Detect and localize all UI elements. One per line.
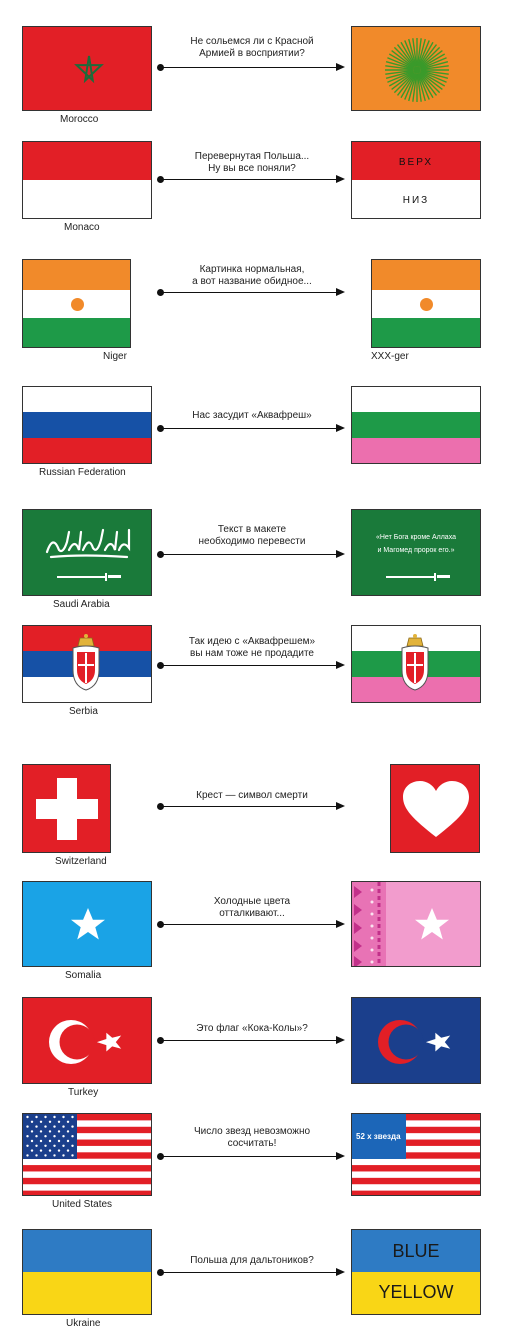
usa-text-flag — [351, 1113, 481, 1196]
white-heart-icon — [403, 781, 469, 839]
serbian-coat-of-arms-icon — [70, 632, 102, 694]
serbian-coat-of-arms-icon — [399, 632, 431, 694]
ornament-border-icon — [352, 882, 386, 967]
ukraine-flag — [22, 1229, 152, 1315]
sword-icon — [384, 572, 452, 582]
serbia-aquafresh-flag — [351, 625, 481, 703]
monaco-labeled-flag — [351, 141, 481, 219]
niger-label: Niger — [103, 351, 127, 362]
russia-label: Russian Federation — [39, 467, 126, 478]
switzerland-label: Switzerland — [55, 856, 107, 867]
usa-flag — [22, 1113, 152, 1196]
morocco-label: Morocco — [60, 114, 99, 125]
saudi-translated-flag: «Нет Бога кроме Аллаха и Магомед пророк его.» — [351, 509, 481, 596]
arrow-4 — [157, 424, 345, 433]
xxx-ger-label: XXX-ger — [371, 351, 409, 362]
morocco-caption: Не сольемся ли с Красной Армией в восприятии? — [190, 36, 314, 59]
saudi-caption: Текст в макете необходимо перевести — [198, 524, 306, 547]
arrow-9 — [157, 1036, 345, 1045]
ukraine-caption: Польша для дальтоников? — [190, 1255, 314, 1266]
crescent-star-icon — [45, 1016, 125, 1068]
star-canton-icon — [23, 1114, 77, 1159]
saudi-flag — [22, 509, 152, 596]
arrow-10 — [157, 1152, 345, 1161]
monaco-label: Monaco — [64, 222, 100, 233]
orange-disc-icon — [420, 298, 433, 311]
orange-sunburst-flag — [351, 26, 481, 111]
arrow-2 — [157, 175, 345, 184]
sword-icon — [55, 572, 123, 582]
green-sunburst-icon — [382, 35, 452, 105]
arrow-7 — [157, 802, 345, 811]
somalia-flag — [22, 881, 152, 967]
green-pentagram-icon — [74, 54, 104, 84]
somalia-label: Somalia — [65, 970, 102, 981]
usa-label: United States — [52, 1199, 113, 1210]
pink-somalia-flag — [351, 881, 481, 967]
russia-caption: Нас засудит «Аквафреш» — [192, 410, 312, 421]
arrow-5 — [157, 550, 345, 559]
white-star-icon — [70, 907, 106, 943]
niger-copy-flag — [371, 259, 481, 348]
usa-caption: Число звезд невозможно сосчитать! — [193, 1126, 311, 1149]
top-text: ВЕРХ — [398, 157, 434, 168]
ukraine-labeled-flag: BLUE YELLOW — [351, 1229, 481, 1315]
saudi-label: Saudi Arabia — [53, 599, 110, 610]
heart-flag — [390, 764, 480, 853]
orange-disc-icon — [71, 298, 84, 311]
canton-text: 52 х звезда — [352, 1114, 406, 1159]
switzerland-flag — [22, 764, 111, 853]
turkey-label: Turkey — [68, 1087, 99, 1098]
turkey-flag — [22, 997, 152, 1084]
crescent-star-icon — [374, 1016, 454, 1068]
arrow-11 — [157, 1268, 345, 1277]
bottom-text: НИЗ — [402, 195, 430, 206]
serbia-flag — [22, 625, 152, 703]
monaco-caption: Перевернутая Польша... Ну вы все поняли? — [194, 151, 310, 174]
aquafresh-flag — [351, 386, 481, 464]
niger-flag — [22, 259, 131, 348]
somalia-caption: Холодные цвета отталкивают... — [213, 896, 291, 919]
arrow-8 — [157, 920, 345, 929]
shahada-script-icon — [43, 524, 133, 560]
ukraine-label: Ukraine — [66, 1318, 101, 1329]
serbia-caption: Так идею с «Аквафрешем» вы нам тоже не продадите — [188, 636, 316, 659]
serbia-label: Serbia — [69, 706, 98, 717]
niger-caption: Картинка нормальная, а вот название обидное... — [192, 264, 312, 287]
arrow-3 — [157, 288, 345, 297]
switzerland-caption: Крест — символ смерти — [196, 790, 308, 801]
blue-turkey-flag — [351, 997, 481, 1084]
arrow-1 — [157, 63, 345, 72]
turkey-caption: Это флаг «Кока-Колы»? — [196, 1023, 308, 1034]
morocco-flag — [22, 26, 152, 111]
arrow-6 — [157, 661, 345, 670]
russia-flag — [22, 386, 152, 464]
white-star-icon — [414, 907, 450, 943]
monaco-flag — [22, 141, 152, 219]
